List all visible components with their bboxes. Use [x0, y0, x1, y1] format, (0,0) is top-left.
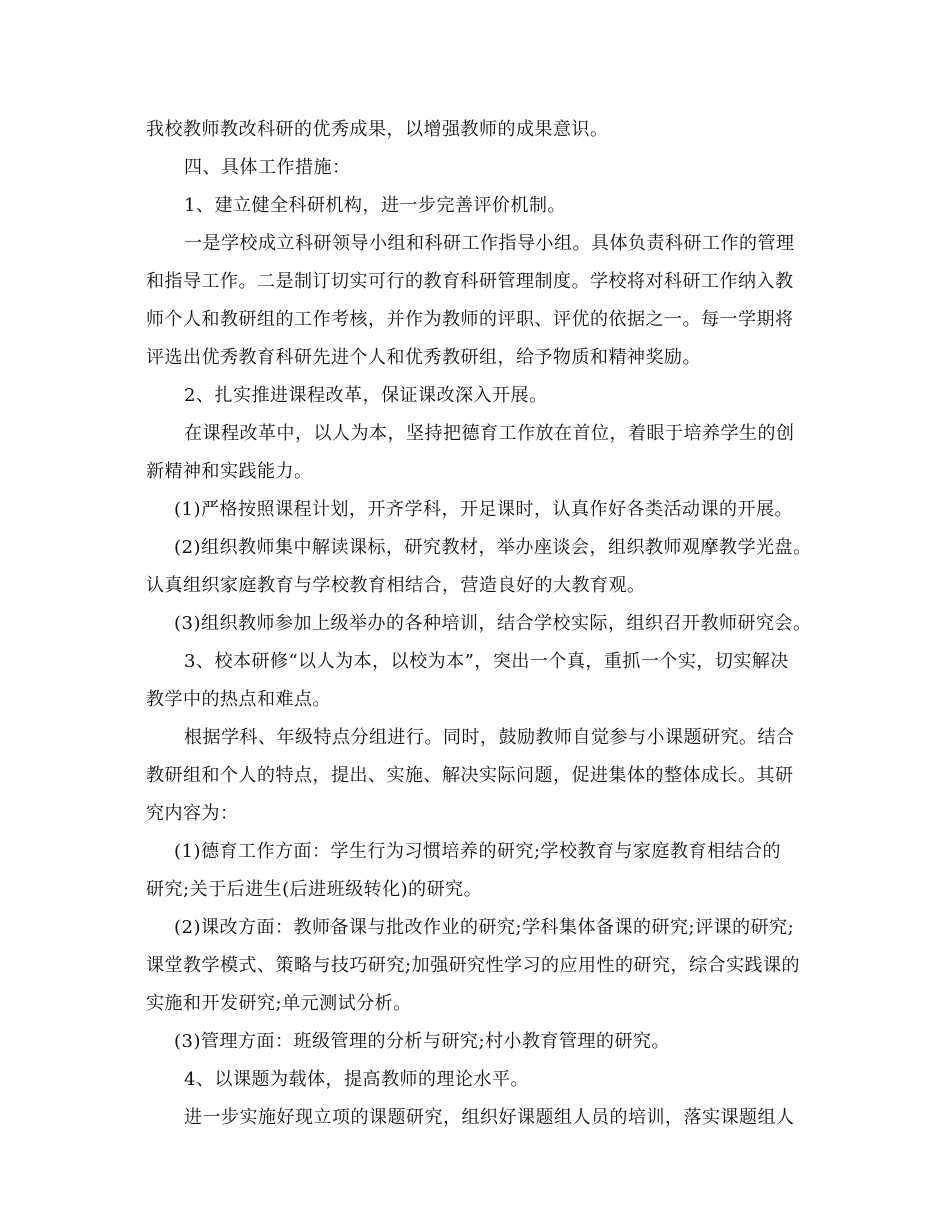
paragraph-line: 师个人和教研组的工作考核，并作为教师的评职、评优的依据之一。每一学期将 — [146, 309, 794, 330]
paragraph-line: 评选出优秀教育科研先进个人和优秀教研组，给予物质和精神奖励。 — [146, 347, 701, 368]
paragraph-line: 在课程改革中，以人为本，坚持把德育工作放在首位，着眼于培养学生的创 — [184, 423, 795, 444]
paragraph-line: 我校教师教改科研的优秀成果，以增强教师的成果意识。 — [146, 119, 609, 140]
list-item: (3)管理方面：班级管理的分析与研究;村小教育管理的研究。 — [174, 1031, 671, 1052]
paragraph-line: 课堂教学模式、策略与技巧研究;加强研究性学习的应用性的研究，综合实践课的 — [146, 955, 801, 976]
list-item: (1)严格按照课程计划，开齐学科，开足课时，认真作好各类活动课的开展。 — [174, 499, 793, 520]
paragraph-line: 教研组和个人的特点，提出、实施、解决实际问题，促进集体的整体成长。其研 — [146, 765, 794, 786]
subsection-heading: 4、以课题为载体，提高教师的理论水平。 — [184, 1069, 529, 1090]
subsection-heading: 3、校本研修“以人为本，以校为本”，突出一个真，重抓一个实，切实解决 — [184, 651, 789, 672]
paragraph-line: 教学中的热点和难点。 — [146, 689, 331, 710]
list-item: (2)组织教师集中解读课标，研究教材，举办座谈会，组织教师观摩教学光盘。 — [174, 537, 812, 558]
paragraph-line: 进一步实施好现立项的课题研究，组织好课题组人员的培训，落实课题组人 — [184, 1107, 795, 1128]
paragraph-line: 和指导工作。二是制订切实可行的教育科研管理制度。学校将对科研工作纳入教 — [146, 271, 794, 292]
paragraph-line: 一是学校成立科研领导小组和科研工作指导小组。具体负责科研工作的管理 — [184, 233, 795, 254]
list-item: (3)组织教师参加上级举办的各种培训，结合学校实际，组织召开教师研究会。 — [174, 613, 812, 634]
subsection-heading: 2、扎实推进课程改革，保证课改深入开展。 — [184, 385, 548, 406]
paragraph-line: 究内容为： — [146, 803, 239, 824]
section-heading: 四、具体工作措施： — [184, 157, 351, 178]
paragraph-line: 研究;关于后进生(后进班级转化)的研究。 — [146, 879, 483, 900]
paragraph-line: 认真组织家庭教育与学校教育相结合，营造良好的大教育观。 — [146, 575, 646, 596]
paragraph-line: 根据学科、年级特点分组进行。同时，鼓励教师自觉参与小课题研究。结合 — [184, 727, 795, 748]
paragraph-line: 新精神和实践能力。 — [146, 461, 313, 482]
list-item: (2)课改方面：教师备课与批改作业的研究;学科集体备课的研究;评课的研究; — [174, 917, 795, 938]
subsection-heading: 1、建立健全科研机构，进一步完善评价机制。 — [184, 195, 566, 216]
list-item: (1)德育工作方面：学生行为习惯培养的研究;学校教育与家庭教育相结合的 — [174, 841, 782, 862]
paragraph-line: 实施和开发研究;单元测试分析。 — [146, 993, 412, 1014]
